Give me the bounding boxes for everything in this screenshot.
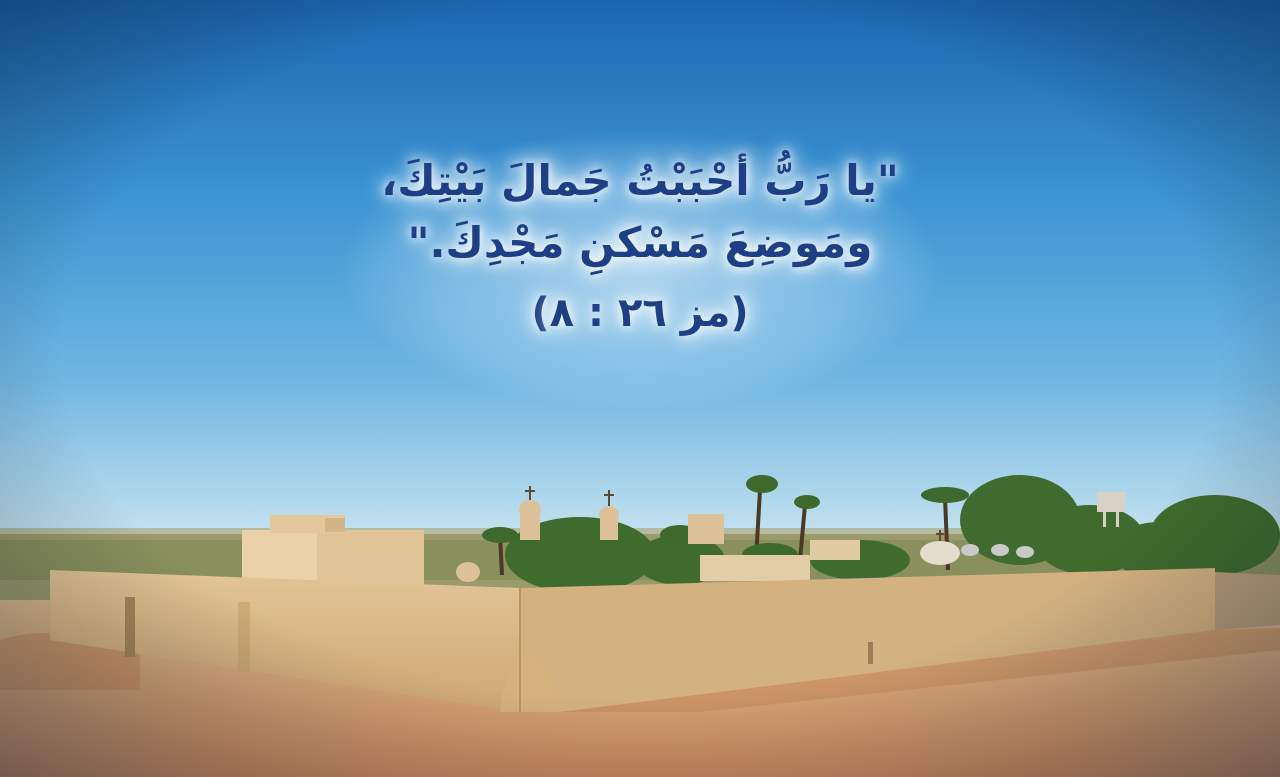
verse-line-2: ومَوضِعَ مَسْكنِ مَجْدِكَ." [407,218,873,267]
verse-overlay [340,150,940,346]
verse-reference: (مز ٢٦ : ٨) [531,290,749,336]
verse-line-1: "يا رَبُّ أحْبَبْتُ جَمالَ بَيْتِكَ، [381,156,899,205]
